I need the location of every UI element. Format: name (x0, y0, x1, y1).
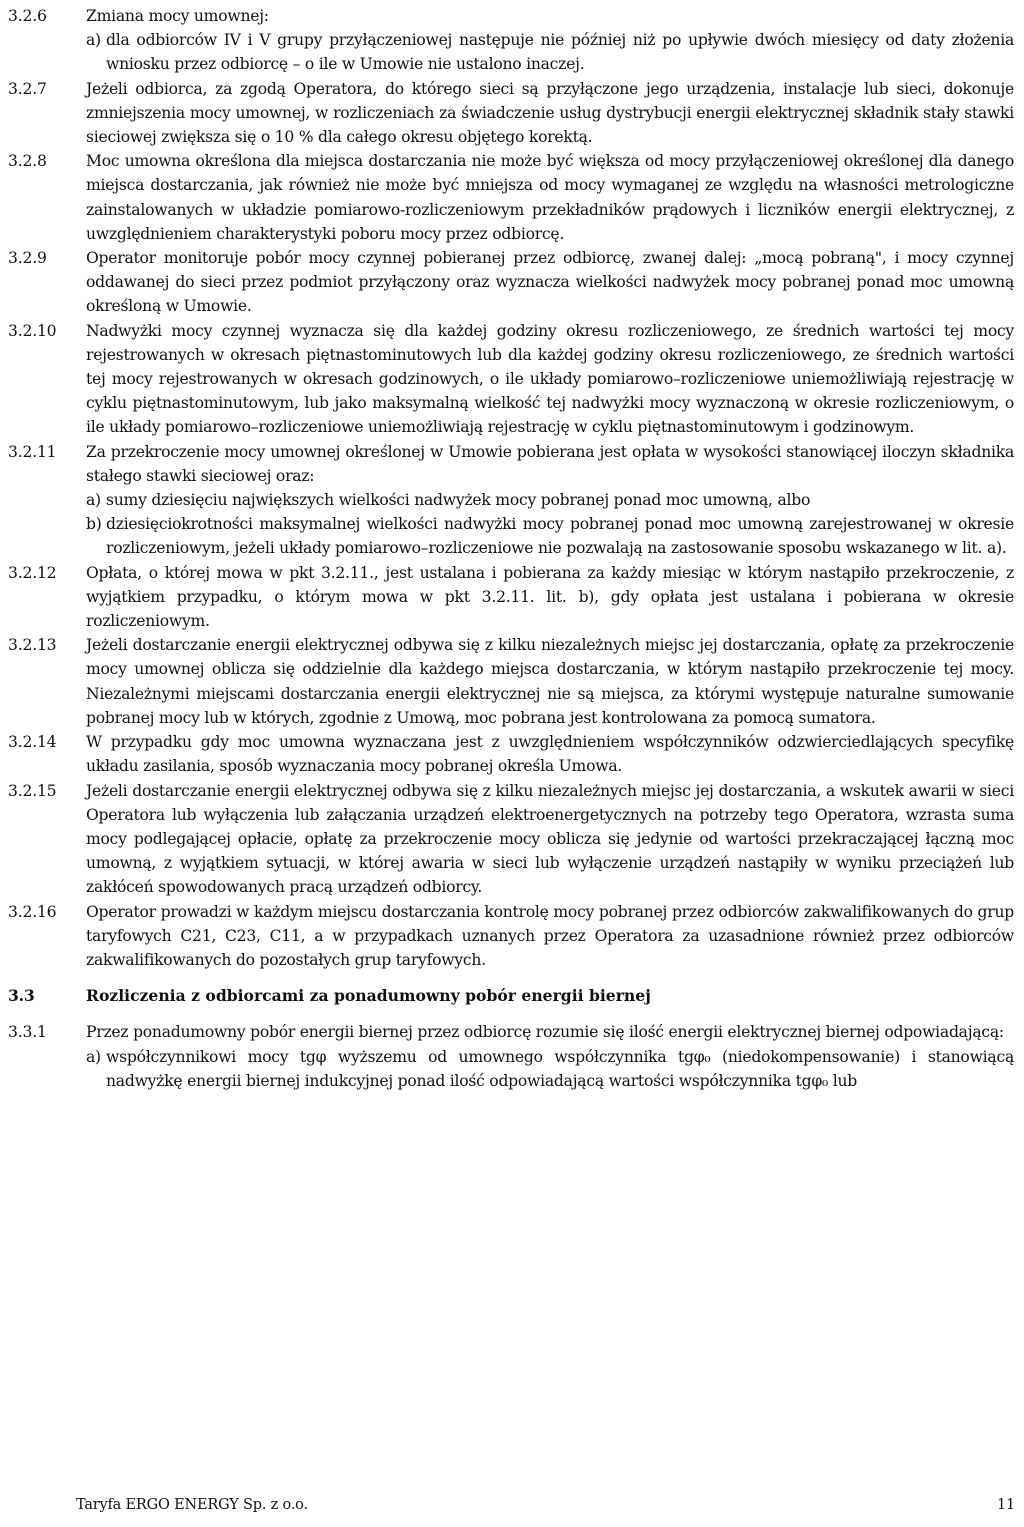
clause-text: Jeżeli odbiorca, za zgodą Operatora, do którego sieci są przyłączone jego urządzenia, instalacje lub sieci, dokonuje zmniejszenia mocy umownej, w rozliczeniach za świadczenie usług dystrybucji energii elektrycznej składnik stały stawki sieciowej zwiększa się o 10 % dla całego okresu objętego korektą. (86, 79, 1014, 147)
subitem-text: współczynnikowi mocy tgφ wyższemu od umownego współczynnika tgφ₀ (niedokompensowanie) i stanowiącą nadwyżkę energii biernej indukcyjnej ponad ilość odpowiadającą wartości współczynnika tgφ₀ lub (106, 1047, 1014, 1090)
subitem-label: a) (86, 1047, 101, 1066)
subitem-label: a) (86, 31, 101, 50)
subitem-label: a) (86, 491, 101, 510)
clause-3-3-1 (8, 1020, 1014, 1093)
clause-text: Operator monitoruje pobór mocy czynnej pobieranej przez odbiorcę, zwanej dalej: „mocą pobraną", i mocy czynnej oddawanej do sieci przez podmiot przyłączony oraz wyznacza wielkości nadwyżek mocy pobranej ponad moc umowną określoną w Umowie. (86, 249, 1014, 316)
clause-number: 3.2.12 (8, 563, 57, 582)
clause-number: 3.2.14 (8, 733, 57, 752)
clause-3-2-12 (8, 561, 1014, 634)
clause-text: Za przekroczenie mocy umownej określonej w Umowie pobierana jest opłata w wysokości stanowiącej iloczyn składnika stałego stawki sieciowej oraz: (86, 442, 1014, 485)
clause-3-2-11 (8, 440, 1014, 561)
clause-3-2-6 (8, 4, 1014, 77)
clause-number: 3.2.15 (8, 781, 57, 800)
footer-document-title: Taryfa ERGO ENERGY Sp. z o.o. (76, 1497, 308, 1513)
clause-number: 3.2.9 (8, 249, 47, 268)
clause-subitem (86, 512, 1014, 560)
clause-text: Przez ponadumowny pobór energii biernej przez odbiorcę rozumie się ilość energii elektrycznej biernej odpowiadającą: (86, 1023, 1004, 1042)
document-content (8, 4, 1014, 1093)
clause-text: Jeżeli dostarczanie energii elektrycznej odbywa się z kilku niezależnych miejsc jej dostarczania, a wskutek awarii w sieci Operatora lub wyłączenia lub załączania urządzeń elektroenergetycznych na potrzeby tego Operatora, wzrasta suma mocy podlegającej opłacie, opłatę za przekroczenie mocy oblicza się jedynie od wartości przekraczającej łączną moc umowną, z wyjątkiem sytuacji, w której awaria w sieci lub wyłączenie urządzeń nastąpiły w wyniku przeciążeń lub zakłóceń spowodowanych pracą urządzeń odbiorcy. (86, 781, 1014, 897)
page-number: 11 (996, 1497, 1015, 1513)
subitem-text: dla odbiorców IV i V grupy przyłączeniowej następuje nie później niż po upływie dwóch miesięcy od daty złożenia wniosku przez odbiorcę – o ile w Umowie nie ustalono inaczej. (106, 31, 1014, 74)
clause-subitem (86, 28, 1014, 76)
clause-3-2-8 (8, 149, 1014, 246)
clause-number: 3.2.11 (8, 442, 57, 461)
clause-text: Zmiana mocy umownej: (86, 7, 269, 25)
clause-3-2-10 (8, 319, 1014, 440)
clause-text: Nadwyżki mocy czynnej wyznacza się dla każdej godziny okresu rozliczeniowego, ze średnich wartości tej mocy rejestrowanych w okresach piętnastominutowych lub dla każdej godziny okresu rozliczeniowego, ze średnich wartości tej mocy rejestrowanych w okresach godzinowych, o ile układy pomiarowo–rozliczeniowe uniemożliwiają rejestrację w cyklu piętnastominutowym, lub jako maksymalną wielkość tej nadwyżki mocy wyznaczoną w okresie rozliczeniowym, o ile układy pomiarowo–rozliczeniowe uniemożliwiają rejestrację w cyklu piętnastominutowym i godzinowym. (86, 321, 1014, 437)
clause-subitem (86, 1045, 1014, 1093)
subitem-text: dziesięciokrotności maksymalnej wielkości nadwyżki mocy pobranej ponad moc umowną zarejestrowanej w okresie rozliczeniowym, jeżeli układy pomiarowo–rozliczeniowe nie pozwalają na zastosowanie sposobu wskazanego w lit. a). (106, 515, 1014, 558)
clause-subitem (86, 488, 1014, 512)
clause-number: 3.2.6 (8, 7, 47, 25)
clause-text: Moc umowna określona dla miejsca dostarczania nie może być większa od mocy przyłączeniowej określonej dla danego miejsca dostarczania, jak również nie może być mniejsza od mocy wymaganej ze względu na własności metrologiczne zainstalowanych w układzie pomiarowo-rozliczeniowym przekładników prądowych i liczników energii elektrycznej, z uwzględnieniem charakterystyki poboru mocy przez odbiorcę. (86, 152, 1014, 243)
clause-number: 3.2.13 (8, 636, 57, 655)
clause-number: 3.2.8 (8, 152, 47, 171)
clause-text: W przypadku gdy moc umowna wyznaczana jest z uwzględnieniem współczynników odzwierciedlających specyfikę układu zasilania, sposób wyznaczania mocy pobranej określa Umowa. (86, 733, 1014, 776)
clause-number: 3.2.10 (8, 321, 57, 340)
section-number: 3.3 (8, 986, 35, 1006)
clause-3-2-9 (8, 246, 1014, 319)
clause-text: Operator prowadzi w każdym miejscu dostarczania kontrolę mocy pobranej przez odbiorców zakwalifikowanych do grup taryfowych C21, C23, C11, a w przypadkach uznanych przez Operatora za uzasadnione również przez odbiorców zakwalifikowanych do pozostałych grup taryfowych. (86, 902, 1014, 969)
clause-3-2-13 (8, 633, 1014, 730)
clause-number: 3.2.7 (8, 79, 47, 98)
subitem-label: b) (86, 515, 102, 534)
clause-3-2-16 (8, 900, 1014, 973)
page-footer (76, 1497, 1015, 1513)
clause-text: Jeżeli dostarczanie energii elektrycznej odbywa się z kilku niezależnych miejsc jej dostarczania, opłatę za przekroczenie mocy umownej oblicza się oddzielnie dla każdego miejsca dostarczania, w którym nastąpiło przekroczenie tej mocy. Niezależnymi miejscami dostarczania energii elektrycznej nie są miejsca, za którymi występuje naturalne sumowanie pobranej mocy lub w których, zgodnie z Umową, moc pobrana jest kontrolowana za pomocą sumatora. (86, 636, 1014, 727)
clause-3-2-7 (8, 77, 1014, 150)
section-heading-3-3 (8, 984, 1014, 1008)
clause-text: Opłata, o której mowa w pkt 3.2.11., jest ustalana i pobierana za każdy miesiąc w którym nastąpiło przekroczenie, z wyjątkiem przypadku, o którym mowa w pkt 3.2.11. lit. b), gdy opłata jest ustalana i pobierana w okresie rozliczeniowym. (86, 563, 1014, 631)
clause-number: 3.2.16 (8, 902, 57, 921)
section-title: Rozliczenia z odbiorcami za ponadumowny pobór energii biernej (86, 986, 651, 1006)
clause-3-2-14 (8, 730, 1014, 778)
clause-number: 3.3.1 (8, 1023, 47, 1042)
subitem-text: sumy dziesięciu największych wielkości nadwyżek mocy pobranej ponad moc umowną, albo (106, 491, 811, 510)
clause-3-2-15 (8, 779, 1014, 900)
